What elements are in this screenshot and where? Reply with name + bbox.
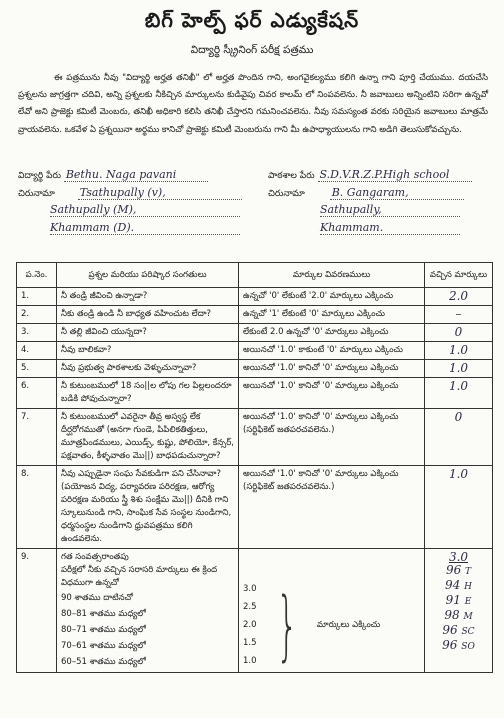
row-question: నీ కుటుంబములో ఎవరైనా తీవ్ర అస్వస్థ లేక దీర్ఘరోగముతో (అనగా గుండె, పిపిలికతిత్తులు, మూత్రపిండములు, ఎయిడ్స్, కుష్టు, పోలియో, కేన్సర్, పక్షవాతం, కీళ్ళవాతం మొ||) బాధపడుచున్నారా? xyxy=(57,409,239,466)
subject-mark xyxy=(429,594,488,609)
subject-score: 96 xyxy=(442,623,458,637)
subject-code: SO xyxy=(461,642,475,652)
school-address-line1: B. Gangaram, xyxy=(330,186,464,200)
table-row xyxy=(17,409,493,466)
row-question: నీ తల్లి జీవించి యున్నదా? xyxy=(57,324,239,342)
row-mark: 0 xyxy=(425,409,493,466)
subject-mark xyxy=(429,609,488,624)
row-rule: అయినచో '1.0' కానిచో '0' మార్కులు ఎక్కించు (సర్టిఫికెట్ జతపరచవలెను.) xyxy=(239,409,425,466)
header-question: ప్రశ్నల మరియు పరిష్కార సంగతులు xyxy=(57,263,239,288)
student-address-line3: Khammam (D). xyxy=(50,221,240,235)
student-address-field xyxy=(18,186,242,201)
form-subtitle: విద్యార్థి స్క్రీనింగ్ పరీక్ష పత్రము xyxy=(190,44,314,56)
table-row xyxy=(17,306,493,324)
row9-text: పరీక్షలో నీకు వచ్చిన సరాసరి మార్కులు ఈ క్రింద విధముగా ఉన్నచో xyxy=(61,565,218,588)
header-marks: వచ్చిన మార్కులు xyxy=(425,263,493,288)
row-question: నీవు ఎప్పుడైనా సంఘ సేవకుడిగా పని చేసినావా? (పయోజన విద్య, పర్యావరణ పరిరక్షణ, ఆరోగ్య పరిరక్షణ మరియు స్త్రీ శిశు సంక్షేమ మొ||) దీనికి గాని స్కూలునుండి గాని, సాంఘిక సేవ సంస్థల నుండిగాని, ధర్మసంస్థల నుండిగాని ధ్రువపత్రము కలిగి ఉండవలెను. xyxy=(57,466,239,549)
row-number: 3. xyxy=(17,324,57,342)
row-rule: అయినచో '1.0' కానిచో '0' మార్కులు ఎక్కించు xyxy=(239,378,425,409)
school-address-line3: Khammam. xyxy=(320,221,460,235)
header-rule: మార్కుల వివరణములు xyxy=(239,263,425,288)
row-question: నీ కుటుంబములో 18 సం||ల లోపు గల పిల్లలందరూ బడికి పోవుచున్నారా? xyxy=(57,378,239,409)
table-header-row xyxy=(17,263,493,288)
row-number: 4. xyxy=(17,342,57,360)
row-mark: 1.0 xyxy=(425,466,493,549)
subject-code: SC xyxy=(461,627,475,637)
row-number: 8. xyxy=(17,466,57,549)
row-number: 1. xyxy=(17,288,57,306)
form-title: బిగ్ హెల్ప్ ఫర్ ఎడ్యుకేషన్ xyxy=(144,8,360,32)
student-address-label: చిరునామా xyxy=(18,189,55,199)
row-rule: అయినచో '1.0' కాకుంటే '0' మార్కులు ఎక్కించు xyxy=(239,342,425,360)
student-name-field xyxy=(18,168,208,183)
row-rule: లేకుంటే 2.0 ఉన్నచో '0' మార్కులు ఎక్కించు xyxy=(239,324,425,342)
scale-value: 3.0 xyxy=(243,584,257,594)
row-question xyxy=(57,549,239,673)
row-number: 2. xyxy=(17,306,57,324)
row-number: 5. xyxy=(17,360,57,378)
row-mark xyxy=(425,549,493,673)
subject-score: 91 xyxy=(445,593,461,607)
scale-value: 2.5 xyxy=(243,602,257,612)
subject-code: H xyxy=(464,582,472,592)
school-address-field xyxy=(268,186,464,201)
table-row xyxy=(17,288,493,306)
subject-code: M xyxy=(463,612,473,622)
school-name-label: పాఠశాల పేరు xyxy=(268,171,315,181)
row-number: 6. xyxy=(17,378,57,409)
subject-code: T xyxy=(465,567,472,577)
school-name-field xyxy=(268,168,472,183)
table-row xyxy=(17,466,493,549)
list-item: 80–81 శాతము మధ్యలో xyxy=(61,609,146,619)
row9-rule: మార్కులు ఎక్కించు xyxy=(316,619,381,630)
student-address-line1: Tsathupally (v), xyxy=(78,186,242,200)
subject-score: 96 xyxy=(442,638,458,652)
marks-scale xyxy=(243,580,420,670)
subject-code: E xyxy=(464,597,472,607)
row-number: 9. xyxy=(17,549,57,673)
subject-score: 96 xyxy=(445,563,462,577)
subject-mark xyxy=(429,564,488,579)
header-serial: ప.నెం. xyxy=(17,263,57,288)
list-item: 90 శాతము దాటినచో xyxy=(61,593,133,603)
row9-mark: 3.0 xyxy=(448,550,469,564)
list-item: 80–71 శాతము మధ్యలో xyxy=(61,625,146,635)
row-number: 7. xyxy=(17,409,57,466)
subject-marks xyxy=(429,551,488,654)
table-row xyxy=(17,342,493,360)
scale-values xyxy=(243,580,257,670)
row-question: నీకు తండ్రి ఉండి నీ బాధ్యత వహించుట లేదా? xyxy=(57,306,239,324)
row-mark: – xyxy=(425,306,493,324)
subject-score: 98 xyxy=(444,608,460,622)
school-address-line2: Sathupally, xyxy=(320,203,460,217)
row-question: నీవు ప్రభుత్వ పాఠశాలకు వెళ్ళుచున్నావా? xyxy=(57,360,239,378)
range-list xyxy=(61,590,234,670)
subject-mark xyxy=(429,624,488,639)
list-item: 70–61 శాతము మధ్యలో xyxy=(61,641,146,651)
subject-score: 94 xyxy=(445,578,461,592)
row-question: నీ తండ్రి జీవించి ఉన్నాడా? xyxy=(57,288,239,306)
subject-mark xyxy=(429,579,488,594)
student-name-value: Bethu. Naga pavani xyxy=(64,168,208,182)
table-row xyxy=(17,549,493,673)
student-name-label: విద్యార్థి పేరు xyxy=(18,171,61,181)
row-mark: 1.0 xyxy=(425,360,493,378)
scale-value: 1.5 xyxy=(243,638,257,648)
list-item: 60–51 శాతము మధ్యలో xyxy=(61,657,146,667)
screening-table xyxy=(16,262,493,673)
row9-title: గత సంవత్సరాంతపు xyxy=(61,552,129,562)
instructions-text: ఈ పత్రమును నీవు "విద్యార్థి అర్హత తనిఖీ" లో అర్హత పొందిన గాని, అంగవైకల్యము కలిగి ఉన్నా గాని పూర్తి చేయుము. దయచేసి ప్రశ్నలను జాగ్రత్తగా చదివి, అన్ని ప్రశ్నలకు నీకిచ్చిన మార్కులను కుడివైపు చివర కాలమ్ లో నింపవలెను. నీ జవాబులు అన్నింటిని సరిగా ఉన్నవో లేవో అని ప్రాజెక్టు కమిటీ మెంబరు, తనిఖీ అధికారి కలిసి తనిఖీ చేస్తారని గమనించవలెను. నీవు సమస్యంత వరకు సరియైన జవాబులు మాత్రమే వ్రాయవలెను. ఒకవేళ ఏ ప్రశ్నయినా అర్థము కానిచో ప్రాజెక్టు కమిటీ మెంబరును గాని మీ ఉపాధ్యాయులను గాని అడిగి తెలుసుకోవచ్చును. xyxy=(18,73,488,135)
instructions xyxy=(18,70,488,139)
row-mark: 1.0 xyxy=(425,378,493,409)
brace-icon: } xyxy=(275,580,298,669)
student-address-line2: Sathupally (M), xyxy=(50,203,240,217)
row-mark: 0 xyxy=(425,324,493,342)
row-rule: అయినచో '1.0' కానిచో '0' మార్కులు ఎక్కించు (సర్టిఫికెట్ జతపరచవలెను.) xyxy=(239,466,425,549)
school-name-value: S.D.V.R.Z.P.High school xyxy=(318,168,472,182)
subject-mark xyxy=(429,639,488,654)
school-address-label: చిరునామా xyxy=(268,189,305,199)
row-rule: ఉన్నచో '0' లేకుంటే '2.0' మార్కులు ఎక్కించు xyxy=(239,288,425,306)
row-rule: ఉన్నచో '1' లేకుంటే '0' మార్కులు ఎక్కించు xyxy=(239,306,425,324)
row-question: నీవు బాలికవా? xyxy=(57,342,239,360)
table-row xyxy=(17,378,493,409)
table-row xyxy=(17,324,493,342)
row-mark: 2.0 xyxy=(425,288,493,306)
scale-value: 2.0 xyxy=(243,620,257,630)
scale-value: 1.0 xyxy=(243,656,257,666)
row-rule xyxy=(239,549,425,673)
row-mark: 1.0 xyxy=(425,342,493,360)
table-row xyxy=(17,360,493,378)
row-rule: అయినచో '1.0' కానిచో '0' మార్కులు ఎక్కించు xyxy=(239,360,425,378)
